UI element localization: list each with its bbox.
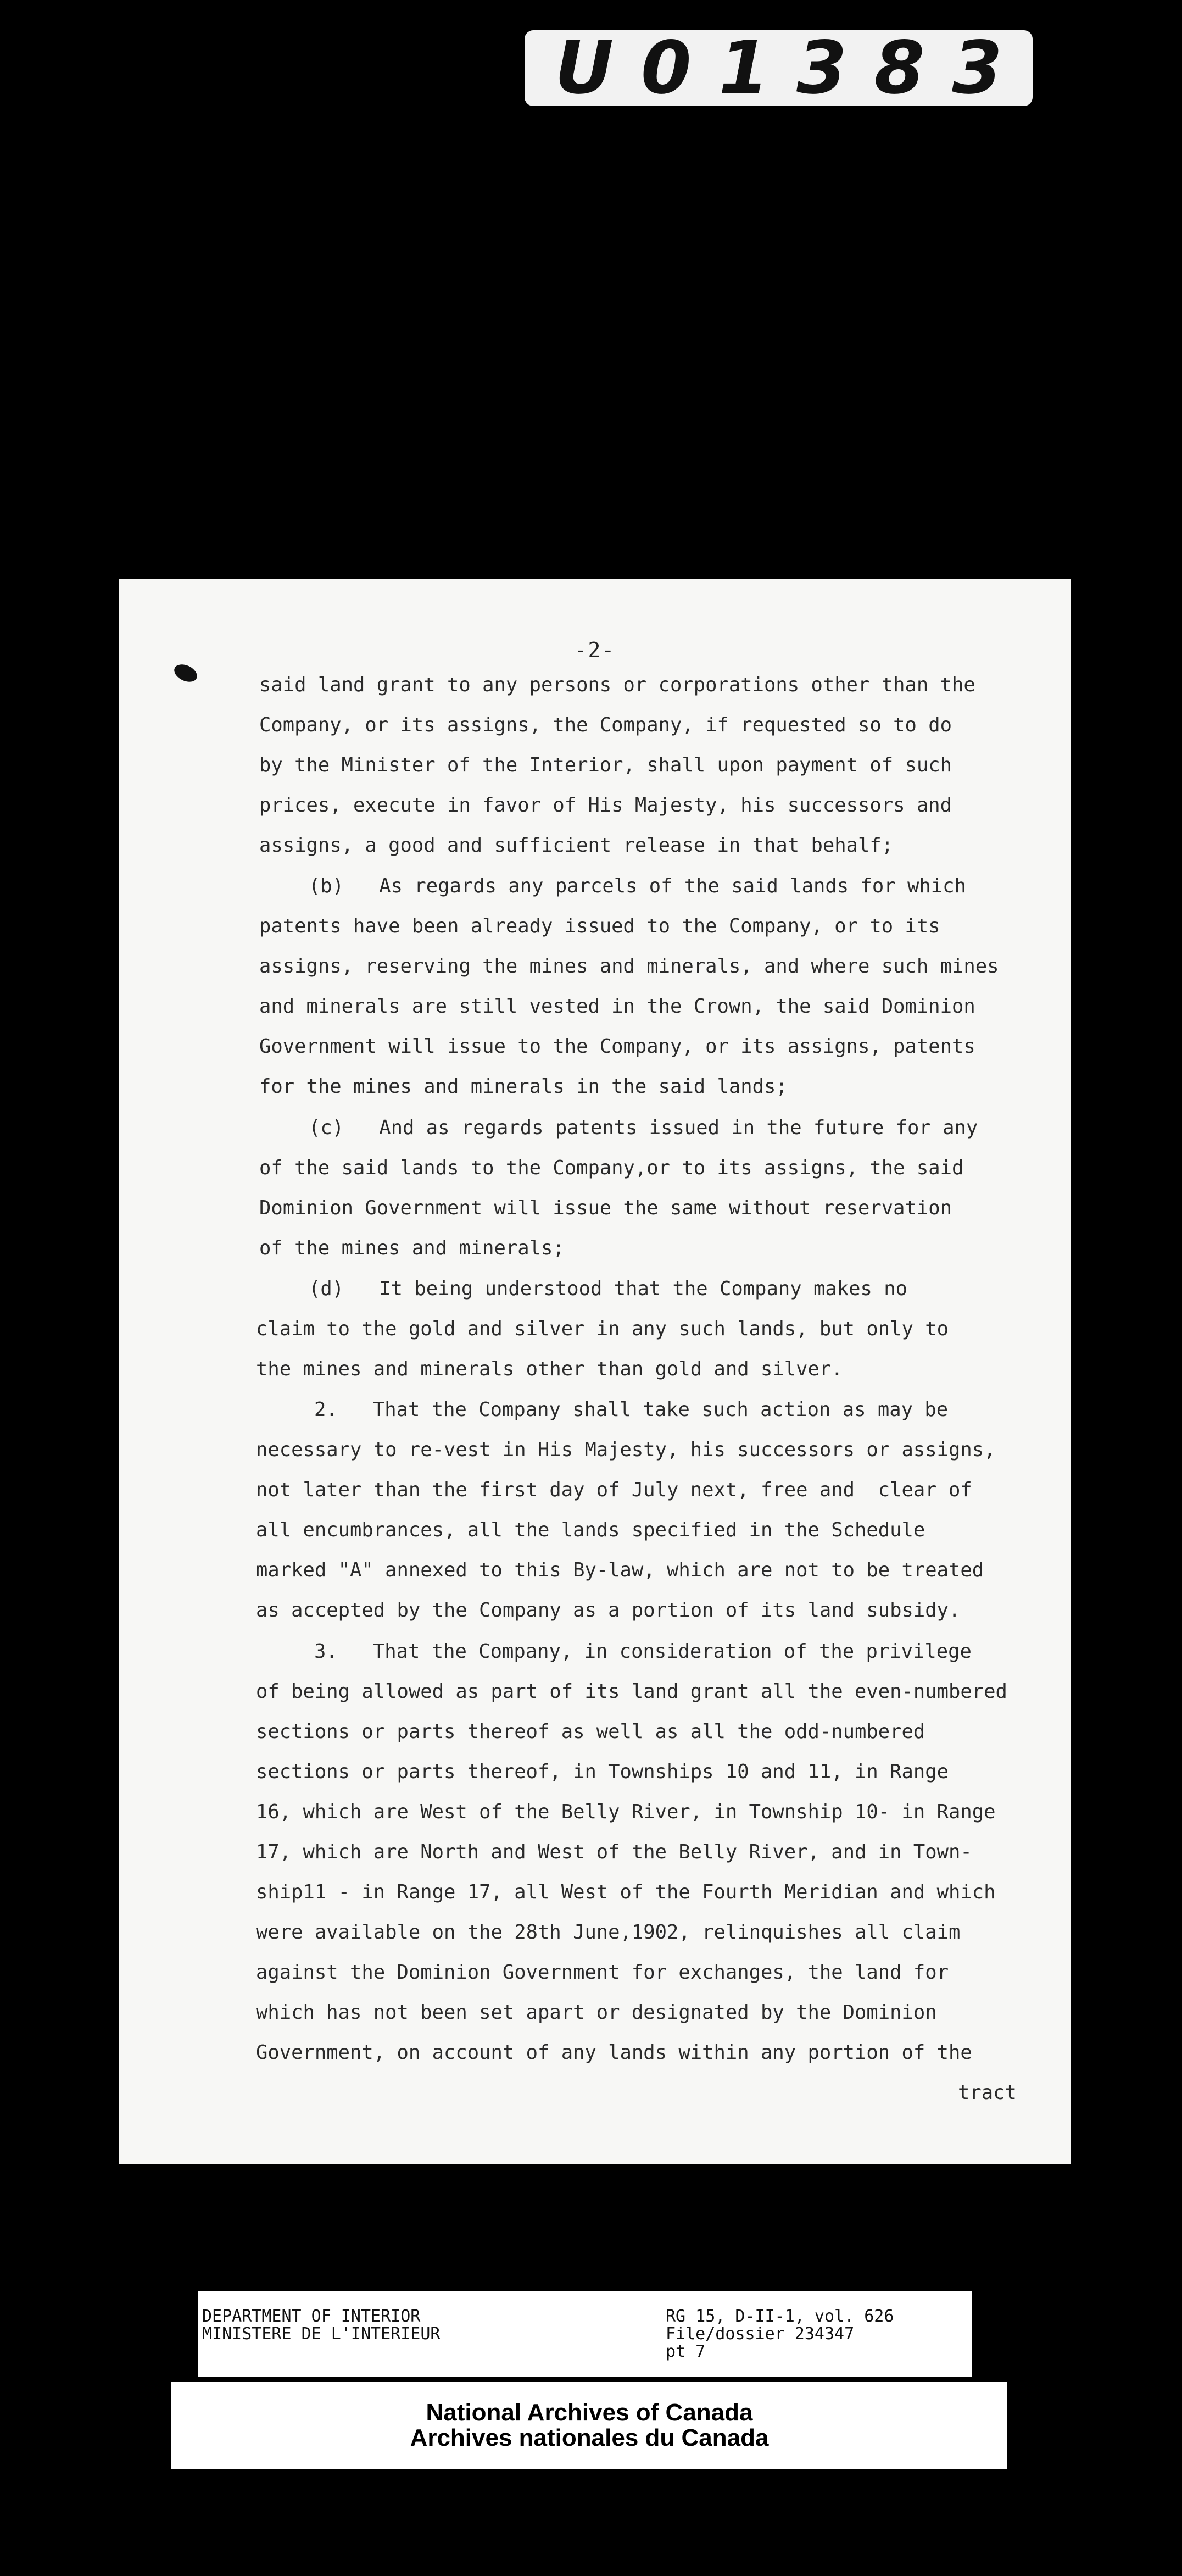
document-line: Government will issue to the Company, or its assigns, patents: [259, 1035, 975, 1058]
archive-name-english: National Archives of Canada: [426, 2399, 753, 2426]
document-line: assigns, a good and sufficient release in that behalf;: [259, 834, 894, 857]
archive-name-french: Archives nationales du Canada: [410, 2424, 769, 2451]
ink-mark: [171, 661, 200, 685]
document-line: necessary to re-vest in His Majesty, his successors or assigns,: [256, 1439, 996, 1461]
document-line: Government, on account of any lands within any portion of the: [256, 2041, 972, 2064]
document-line: 2. That the Company shall take such action as may be: [314, 1398, 949, 1421]
frame-digit: 3: [796, 26, 847, 110]
document-line: 16, which are West of the Belly River, in Township 10- in Range: [256, 1801, 996, 1823]
document-line: ship11 - in Range 17, all West of the Fourth Meridian and which: [256, 1881, 996, 1903]
document-line: by the Minister of the Interior, shall upon payment of such: [259, 754, 952, 776]
frame-digit: U: [554, 26, 614, 110]
document-line: 3. That the Company, in consideration of the privilege: [314, 1640, 972, 1663]
document-line: sections or parts thereof as well as all the odd-numbered: [256, 1720, 925, 1743]
document-line: claim to the gold and silver in any such lands, but only to: [256, 1318, 949, 1340]
document-line: (d) It being understood that the Company makes no: [309, 1278, 908, 1300]
document-line: patents have been already issued to the Company, or to its: [259, 915, 940, 937]
document-page: [119, 579, 1071, 2164]
document-line: assigns, reserving the mines and minerals, and where such mines: [259, 955, 999, 978]
department-english: DEPARTMENT OF INTERIOR: [202, 2307, 421, 2326]
department-block: [202, 2308, 440, 2343]
department-french: MINISTERE DE L'INTERIEUR: [202, 2324, 441, 2344]
document-line: tract: [958, 2081, 1017, 2104]
document-line: said land grant to any persons or corporations other than the: [259, 674, 975, 696]
document-line: of being allowed as part of its land grant all the even-numbered: [256, 1680, 1007, 1703]
document-line: marked "A" annexed to this By-law, which are not to be treated: [256, 1559, 984, 1581]
document-line: of the said lands to the Company,or to its assigns, the said: [259, 1157, 964, 1179]
frame-number: [525, 26, 1033, 110]
document-line: 17, which are North and West of the Belly River, and in Town-: [256, 1841, 972, 1863]
archive-reference-label: [198, 2291, 972, 2377]
frame-digit: 1: [718, 26, 770, 110]
document-line: and minerals are still vested in the Crown, the said Dominion: [259, 995, 975, 1018]
document-line: (b) As regards any parcels of the said lands for which: [309, 875, 966, 897]
document-line: (c) And as regards patents issued in the future for any: [309, 1117, 978, 1139]
document-line: Dominion Government will issue the same without reservation: [259, 1197, 952, 1219]
document-line: sections or parts thereof, in Townships 10 and 11, in Range: [256, 1761, 949, 1783]
frame-digit: 8: [874, 26, 925, 110]
document-line: not later than the first day of July next, free and clear of: [256, 1479, 972, 1501]
document-line: which has not been set apart or designated by the Dominion: [256, 2001, 937, 2024]
archive-name-label: [171, 2382, 1007, 2469]
document-line: Company, or its assigns, the Company, if requested so to do: [259, 714, 952, 736]
document-line: as accepted by the Company as a portion of its land subsidy.: [256, 1599, 961, 1622]
page-number: -2-: [574, 638, 616, 662]
document-line: for the mines and minerals in the said lands;: [259, 1075, 788, 1098]
reference-block: [666, 2308, 894, 2361]
document-line: of the mines and minerals;: [259, 1237, 565, 1259]
document-line: against the Dominion Government for exchanges, the land for: [256, 1961, 949, 1984]
document-line: the mines and minerals other than gold and silver.: [256, 1358, 843, 1380]
frame-digit: 3: [952, 26, 1003, 110]
part-number: pt 7: [666, 2342, 706, 2361]
document-line: were available on the 28th June,1902, relinquishes all claim: [256, 1921, 961, 1944]
document-line: all encumbrances, all the lands specified in the Schedule: [256, 1519, 925, 1541]
file-number: File/dossier 234347: [666, 2324, 855, 2344]
record-group: RG 15, D-II-1, vol. 626: [666, 2307, 894, 2326]
document-line: prices, execute in favor of His Majesty, his successors and: [259, 794, 952, 817]
frame-digit: 0: [640, 26, 692, 110]
